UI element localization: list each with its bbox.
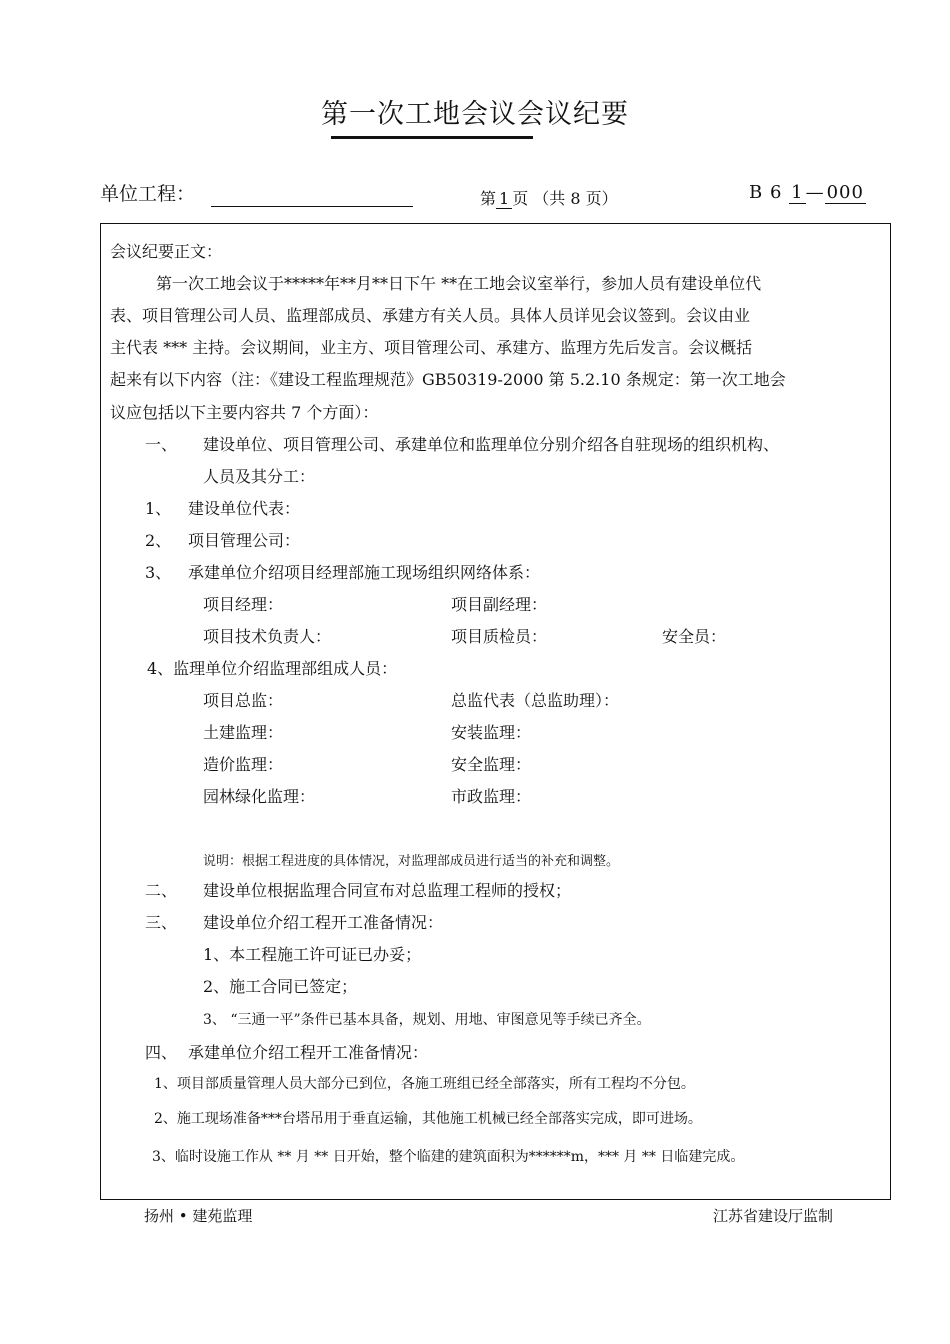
project-manager-label: 项目经理：	[203, 595, 284, 614]
section-4-text: 承建单位介绍工程开工准备情况：	[188, 1043, 429, 1062]
intro-line-2: 表、项目管理公司人员、监理部成员、承建方有关人员。具体人员详见会议签到。会议由业	[110, 306, 751, 325]
page-indicator	[480, 186, 618, 209]
section-2-number: 二、	[145, 881, 178, 900]
item-1-text: 建设单位代表：	[188, 499, 301, 518]
intro-line-3: 主代表 *** 主持。会议期间，业主方、项目管理公司、承建方、监理方先后发言。会议概括	[110, 338, 753, 357]
page-title: 第一次工地会议会议纪要	[321, 99, 629, 130]
installation-supervisor-label: 安装监理：	[451, 723, 532, 742]
title-underline	[331, 136, 533, 139]
section-4-item-1: 1、项目部质量管理人员大部分已到位，各施工班组已经全部落实，所有工程均不分包。	[154, 1076, 695, 1092]
form-code-dash: —	[805, 182, 825, 203]
section-1-text-cont: 人员及其分工：	[203, 467, 316, 486]
item-2-number: 2、	[145, 531, 172, 550]
section-3-text: 建设单位介绍工程开工准备情况：	[203, 913, 444, 932]
section-3-number: 三、	[145, 913, 178, 932]
section-3-item-3: 3、 “三通一平”条件已基本具备，规划、用地、审图意见等手续已齐全。	[203, 1012, 651, 1028]
landscape-supervisor-label: 园林绿化监理：	[203, 787, 316, 806]
section-4-item-2: 2、施工现场准备***台塔吊用于垂直运输，其他施工机械已经全部落实完成，即可进场。	[154, 1111, 702, 1127]
intro-line-5: 议应包括以下主要内容共 7 个方面）：	[110, 403, 379, 422]
item-3-text: 承建单位介绍项目经理部施工现场组织网络体系：	[188, 563, 541, 582]
unit-project-label: 单位工程：	[100, 183, 196, 205]
item-2-text: 项目管理公司：	[188, 531, 301, 550]
section-3-item-2: 2、施工合同已签定；	[203, 977, 358, 996]
intro-line-1: 第一次工地会议于*****年**月**日下午 **在工地会议室举行，参加人员有建设单位代	[156, 274, 762, 293]
municipal-supervisor-label: 市政监理：	[451, 787, 532, 806]
deputy-manager-label: 项目副经理：	[451, 595, 548, 614]
section-2-text: 建设单位根据监理合同宣布对总监理工程师的授权；	[203, 881, 572, 900]
form-code-serial: 000	[826, 182, 864, 203]
section-1-text: 建设单位、项目管理公司、承建单位和监理单位分别介绍各自驻现场的组织机构、	[203, 435, 780, 454]
safety-officer-label: 安全员：	[662, 627, 727, 646]
item-4-text: 4、监理单位介绍监理部组成人员：	[147, 659, 398, 678]
section-4-item-3: 3、临时设施工作从 ** 月 ** 日开始，整个临建的建筑面积为******m，*** 月 ** 日临建完成。	[152, 1149, 745, 1165]
footer-company: 扬州 • 建苑监理	[144, 1207, 253, 1225]
footer-supervisor: 江苏省建设厅监制	[713, 1207, 834, 1225]
unit-project-field-line	[211, 206, 413, 207]
chief-supervisor-label: 项目总监：	[203, 691, 284, 710]
chief-rep-label: 总监代表（总监助理）：	[451, 691, 620, 710]
section-4-number: 四、	[145, 1043, 178, 1062]
body-heading: 会议纪要正文：	[110, 242, 223, 261]
item-3-number: 3、	[145, 563, 172, 582]
quality-inspector-label: 项目质检员：	[451, 627, 548, 646]
section-3-item-1: 1、本工程施工许可证已办妥；	[203, 945, 422, 964]
form-code	[749, 182, 866, 203]
civil-supervisor-label: 土建监理：	[203, 723, 284, 742]
form-code-number: 1	[791, 182, 804, 203]
page-number: 1	[496, 189, 512, 209]
item-1-number: 1、	[145, 499, 172, 518]
page-suffix: 页 （共 8 页）	[512, 189, 618, 208]
safety-supervisor-label: 安全监理：	[451, 755, 532, 774]
cost-supervisor-label: 造价监理：	[203, 755, 284, 774]
note-text: 说明：根据工程进度的具体情况，对监理部成员进行适当的补充和调整。	[203, 854, 620, 869]
section-1-number: 一、	[145, 435, 178, 454]
form-code-prefix: B 6	[749, 182, 790, 203]
technical-lead-label: 项目技术负责人：	[203, 627, 332, 646]
intro-line-4: 起来有以下内容（注：《建设工程监理规范》GB50319-2000 第 5.2.10 条规定：第一次工地会	[110, 370, 786, 389]
page-prefix: 第	[480, 189, 497, 208]
